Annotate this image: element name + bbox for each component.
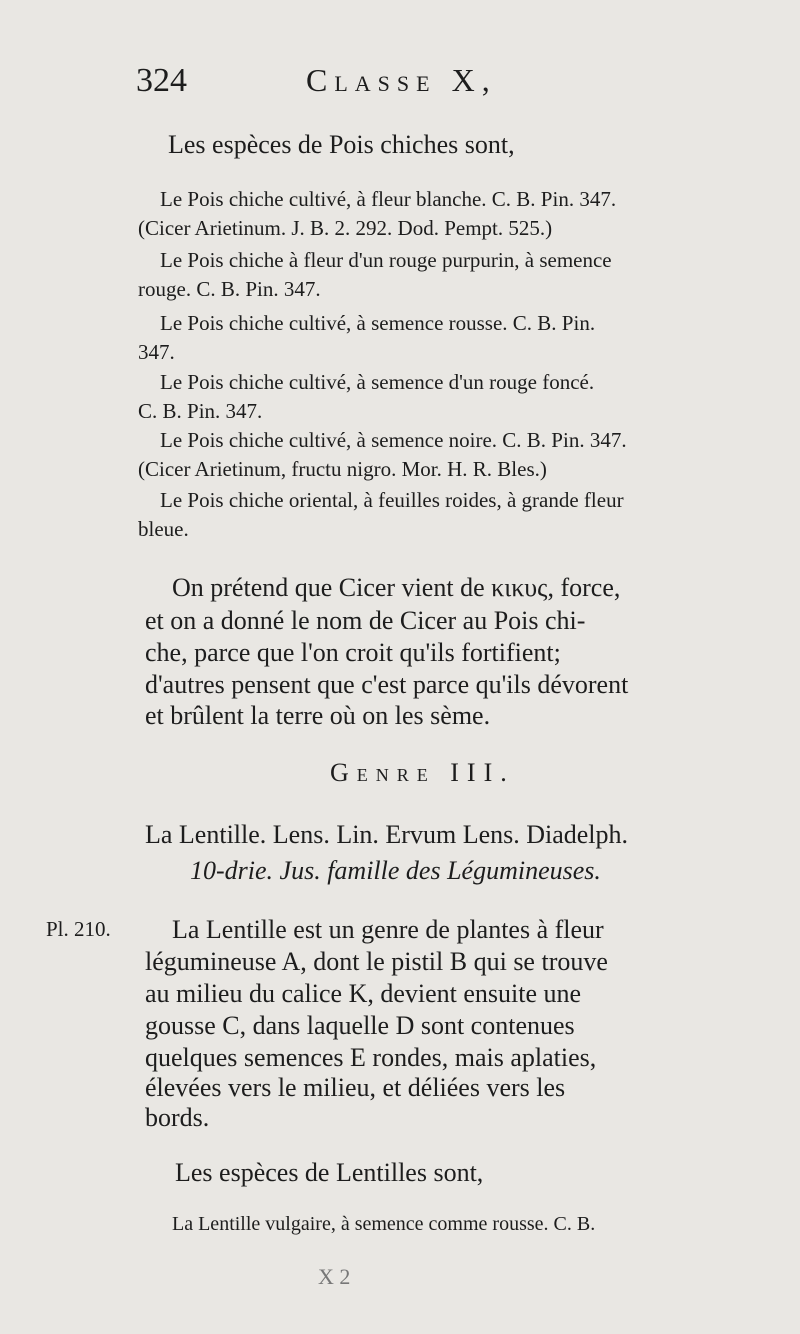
page-header <box>136 62 596 112</box>
genre-title-line-2: 10-drie. Jus. famille des Légumineuses. <box>190 856 601 885</box>
etymology-line: et on a donné le nom de Cicer au Pois chi- <box>145 606 586 635</box>
lentille-species-intro: Les espèces de Lentilles sont, <box>175 1158 484 1187</box>
pois-line: (Cicer Arietinum. J. B. 2. 292. Dod. Pempt. 525.) <box>138 216 553 240</box>
pois-line: Le Pois chiche oriental, à feuilles roides, à grande fleur <box>160 488 624 512</box>
genre-heading: Genre III. <box>330 758 515 787</box>
genre-title-line-1: La Lentille. Lens. Lin. Ervum Lens. Diadelph. <box>145 820 629 849</box>
plate-reference: Pl. 210. <box>46 917 111 941</box>
pois-line: C. B. Pin. 347. <box>138 399 263 423</box>
page-number: 324 <box>136 62 187 99</box>
lentille-line: au milieu du calice K, devient ensuite une <box>145 979 582 1008</box>
lentille-line: bords. <box>145 1103 210 1132</box>
pois-line: bleue. <box>138 517 189 541</box>
lentille-species-line: La Lentille vulgaire, à semence comme rousse. C. B. <box>172 1213 596 1235</box>
lentille-line: légumineuse A, dont le pistil B qui se trouve <box>145 947 608 976</box>
etymology-line: d'autres pensent que c'est parce qu'ils dévorent <box>145 670 629 699</box>
pois-line: Le Pois chiche à fleur d'un rouge purpurin, à semence <box>160 248 612 272</box>
pois-line: rouge. C. B. Pin. 347. <box>138 277 321 301</box>
pois-line: Le Pois chiche cultivé, à semence d'un rouge foncé. <box>160 370 595 394</box>
etymology-line: che, parce que l'on croit qu'ils fortifient; <box>145 638 561 667</box>
pois-line: 347. <box>138 340 175 364</box>
pois-line: (Cicer Arietinum, fructu nigro. Mor. H. R. Bles.) <box>138 457 547 481</box>
pois-line: Le Pois chiche cultivé, à semence rousse. C. B. Pin. <box>160 311 596 335</box>
lentille-line: quelques semences E rondes, mais aplaties, <box>145 1043 597 1072</box>
pois-line: Le Pois chiche cultivé, à fleur blanche. C. B. Pin. 347. <box>160 187 617 211</box>
pois-intro: Les espèces de Pois chiches sont, <box>168 130 515 159</box>
lentille-line: La Lentille est un genre de plantes à fleur <box>172 915 604 944</box>
etymology-line: On prétend que Cicer vient de κικυς, force, <box>172 573 621 602</box>
catchword: X 2 <box>318 1264 351 1289</box>
pois-line: Le Pois chiche cultivé, à semence noire. C. B. Pin. 347. <box>160 428 627 452</box>
running-head: Classe X, <box>306 62 497 98</box>
lentille-line: gousse C, dans laquelle D sont contenues <box>145 1011 575 1040</box>
etymology-line: et brûlent la terre où on les sème. <box>145 701 491 730</box>
lentille-line: élevées vers le milieu, et déliées vers les <box>145 1073 566 1102</box>
